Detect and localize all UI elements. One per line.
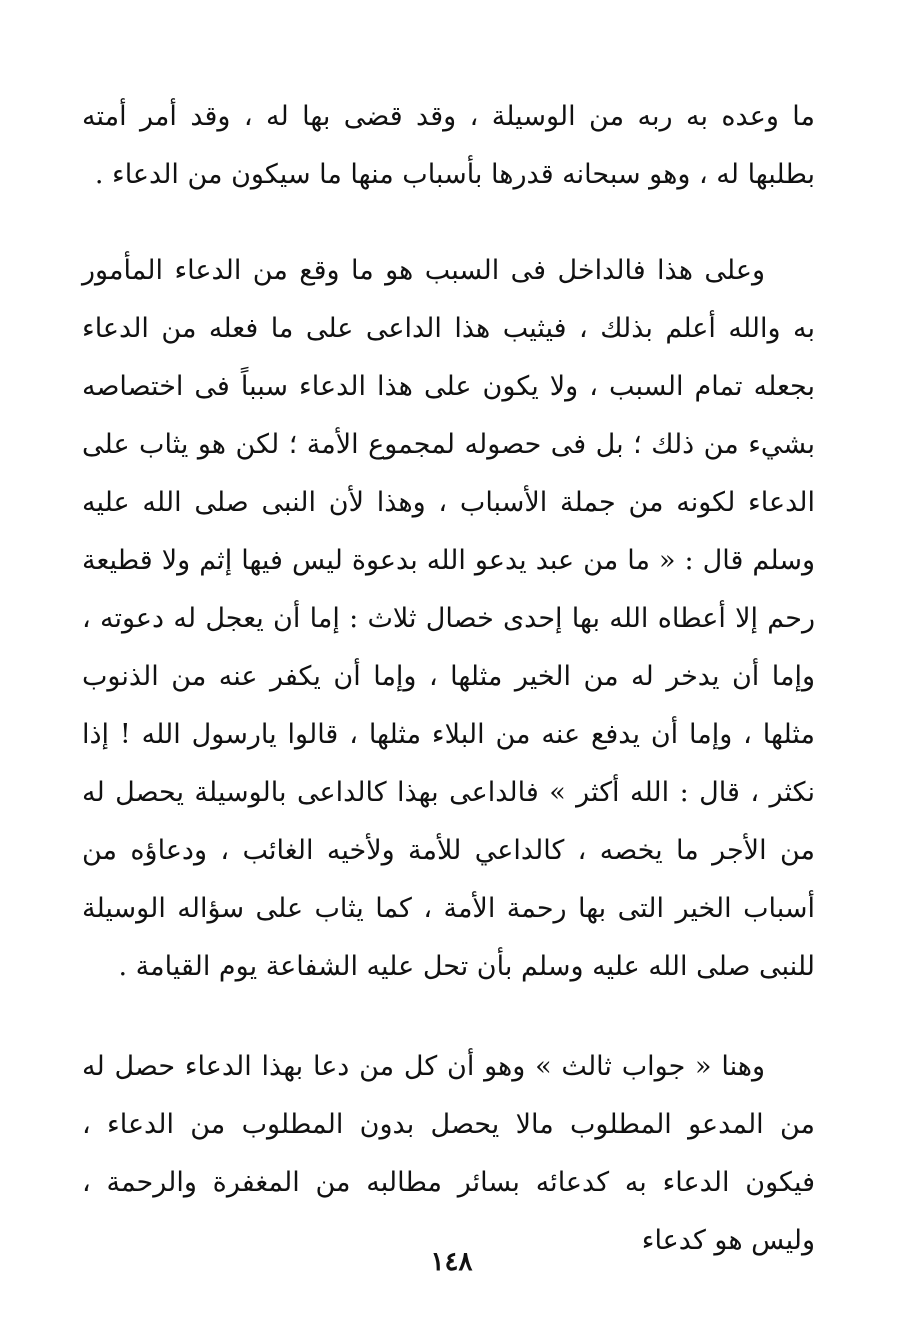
page-number: ١٤٨: [430, 1247, 473, 1277]
paragraph-1: ما وعده به ربه من الوسيلة ، وقد قضى بها له ، وقد أمر أمته بطلبها له ، وهو سبحانه قدرها بأسباب منها ما سيكون من الدعاء .: [82, 101, 815, 190]
paragraph-2: وعلى هذا فالداخل فى السبب هو ما وقع من الدعاء المأمور به والله أعلم بذلك ، فيثيب هذا الداعى على ما فعله من الدعاء بجعله تمام السبب ، ولا يكون على هذا الدعاء سبباً فى اختصاصه بشيء من ذلك ؛ بل فى حصوله لمجموع الأمة ؛ لكن هو يثاب على الدعاء لكونه من جملة الأسباب ، وهذا لأن النبى صلى الله عليه وسلم قال : « ما من عبد يدعو الله بدعوة ليس فيها إثم ولا قطيعة رحم إلا أعطاه الله بها إحدى خصال ثلاث : إما أن يعجل له دعوته ، وإما أن يدخر له من الخير مثلها ، وإما أن يكفر عنه من الذنوب مثلها ، وإما أن يدفع عنه من البلاء مثلها ، قالوا يارسول الله ! إذا نكثر ، قال : الله أكثر » فالداعى بهذا كالداعى بالوسيلة يحصل له من الأجر ما يخصه ، كالداعي للأمة ولأخيه الغائب ، ودعاؤه من أسباب الخير التى بها رحمة الأمة ، كما يثاب على سؤاله الوسيلة للنبى صلى الله عليه وسلم بأن تحل عليه الشفاعة يوم القيامة .: [82, 255, 815, 982]
paragraph-3: وهنا « جواب ثالث » وهو أن كل من دعا بهذا الدعاء حصل له من المدعو المطلوب مالا يحصل بدون المطلوب من الدعاء ، فيكون الدعاء به كدعائه بسائر مطالبه من المغفرة والرحمة ، وليس هو كدعاء: [82, 1051, 815, 1256]
